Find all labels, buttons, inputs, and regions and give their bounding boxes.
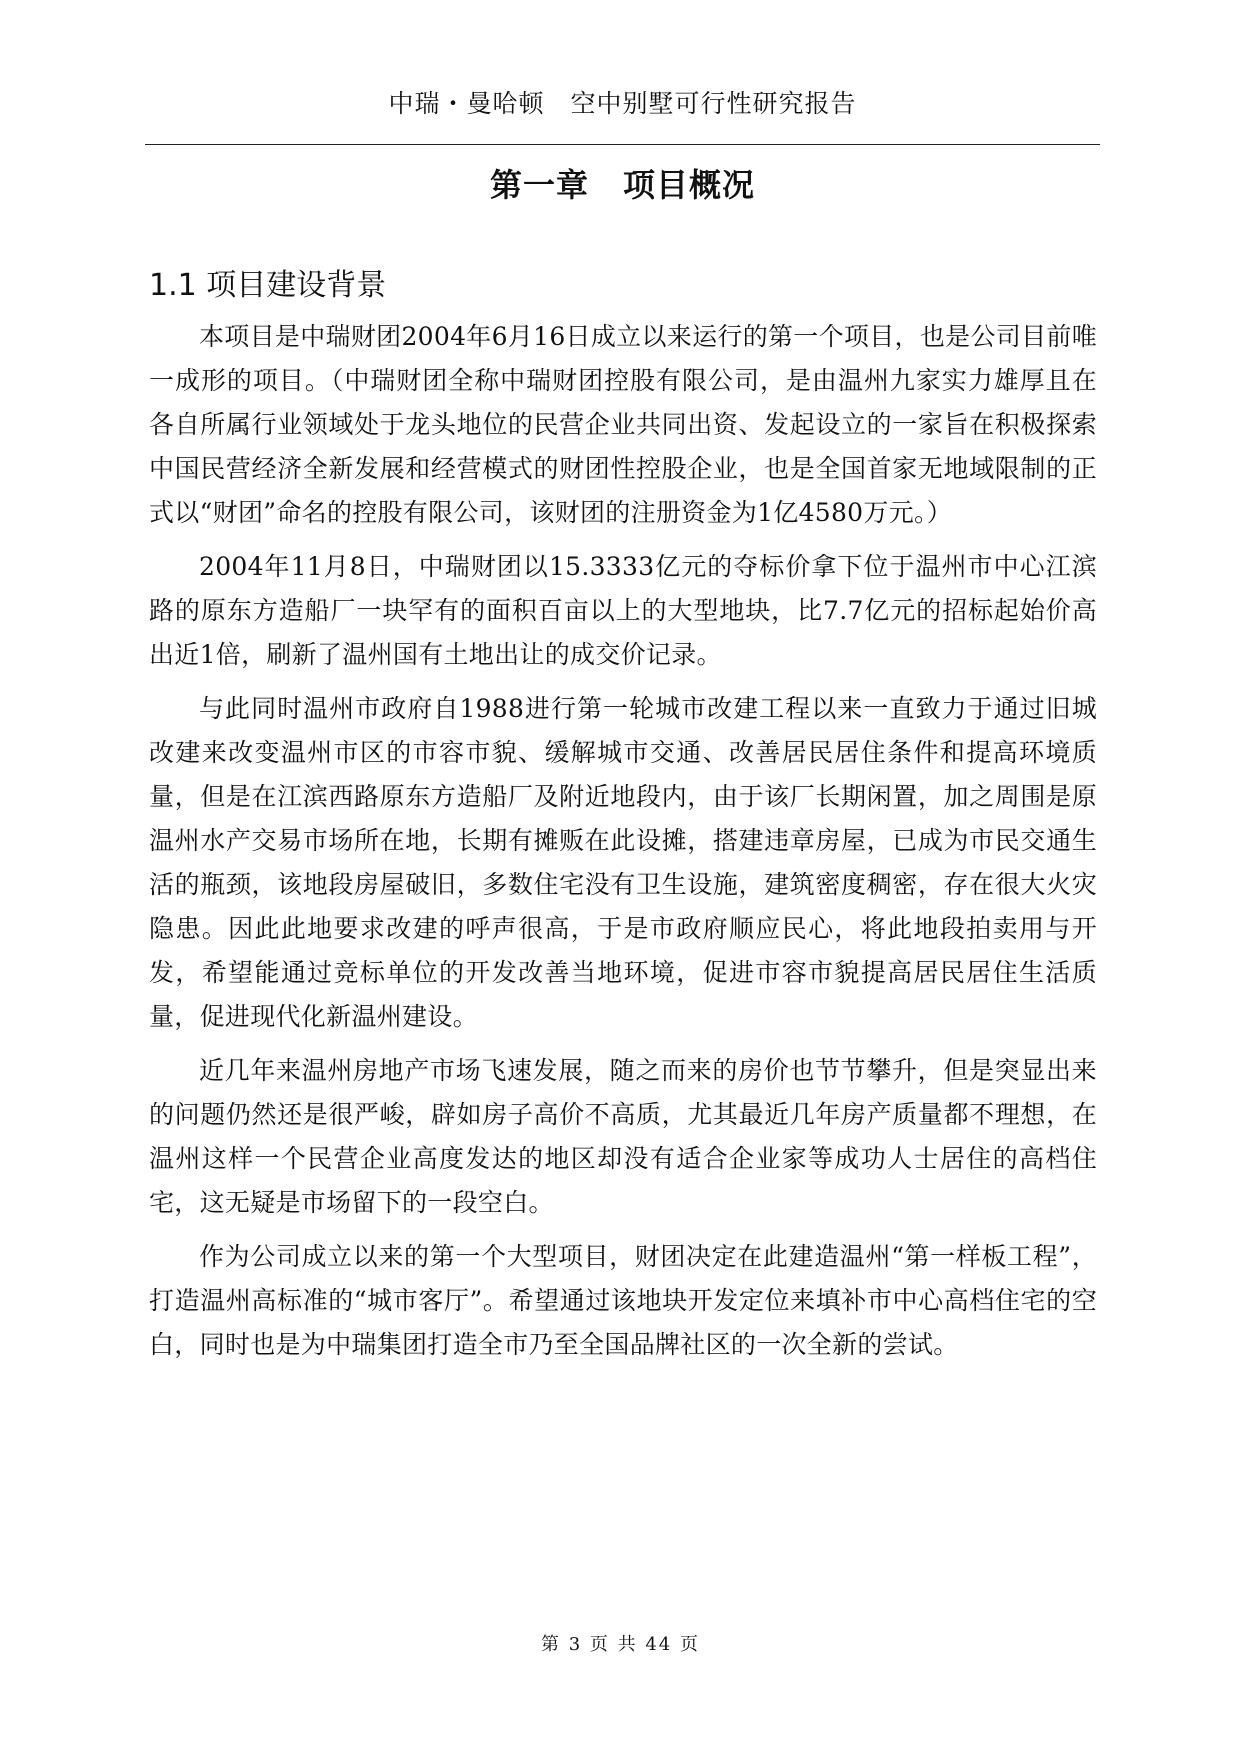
paragraph: 作为公司成立以来的第一个大型项目，财团决定在此建造温州“第一样板工程”，打造温州高标准的“城市客厅”。希望通过该地块开发定位来填补市中心高档住宅的空白，同时也是为中瑞集团打造全市乃至全国品牌社区的一次全新的尝试。: [149, 1242, 1097, 1359]
paragraph: 2004年11月8日，中瑞财团以15.3333亿元的夺标价拿下位于温州市中心江滨路的原东方造船厂一块罕有的面积百亩以上的大型地块，比7.7亿元的招标起始价高出近1倍，刷新了温州国有土地出让的成交价记录。: [149, 552, 1097, 669]
header-divider: [145, 144, 1100, 145]
paragraph: 本项目是中瑞财团2004年6月16日成立以来运行的第一个项目，也是公司目前唯一成形的项目。（中瑞财团全称中瑞财团控股有限公司，是由温州九家实力雄厚且在各自所属行业领域处于龙头地位的民营企业共同出资、发起设立的一家旨在积极探索中国民营经济全新发展和经营模式的财团性控股企业，也是全国首家无地域限制的正式以“财团”命名的控股有限公司，该财团的注册资金为1亿4580万元。）: [149, 322, 1097, 527]
section-heading: 1.1 项目建设背景: [149, 268, 387, 303]
paragraph: 与此同时温州市政府自1988进行第一轮城市改建工程以来一直致力于通过旧城改建来改变温州市区的市容市貌、缓解城市交通、改善居民居住条件和提高环境质量，但是在江滨西路原东方造船厂及附近地段内，由于该厂长期闲置，加之周围是原温州水产交易市场所在地，长期有摊贩在此设摊，搭建违章房屋，已成为市民交通生活的瓶颈，该地段房屋破旧，多数住宅没有卫生设施，建筑密度稠密，存在很大火灾隐患。因此此地要求改建的呼声很高，于是市政府顺应民心，将此地段拍卖用与开发，希望能通过竞标单位的开发改善当地环境，促进市容市貌提高居民居住生活质量，促进现代化新温州建设。: [149, 694, 1097, 1031]
chapter-title: [145, 160, 1100, 206]
chapter-name: 项目概况: [623, 166, 756, 204]
page-footer: 第 3 页 共 44 页: [541, 1634, 700, 1655]
running-header: 中瑞・曼哈顿 空中别墅可行性研究报告: [388, 89, 857, 118]
paragraph: 近几年来温州房地产市场飞速发展，随之而来的房价也节节攀升，但是突显出来的问题仍然还是很严峻，辟如房子高价不高质，尤其最近几年房产质量都不理想，在温州这样一个民营企业高度发达的地区却没有适合企业家等成功人士居住的高档住宅，这无疑是市场留下的一段空白。: [149, 1056, 1097, 1217]
chapter-number: 第一章: [489, 166, 589, 204]
body-text: [149, 315, 1097, 1377]
